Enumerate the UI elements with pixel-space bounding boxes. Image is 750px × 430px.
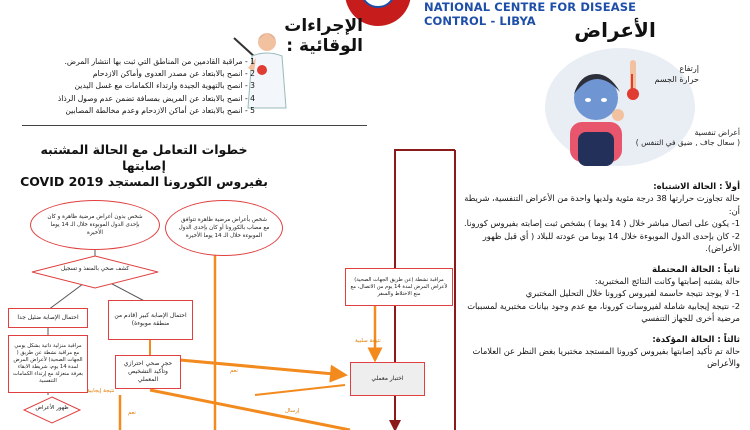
- confirmed-case-heading: ثالثاً : الحالة المؤكدة:: [652, 334, 740, 345]
- suspected-case-item-1: 1- يكون على اتصال مباشر خلال ( 14 يوما ) بشخص ثبت إصابته بفيروس كورونا.: [464, 218, 740, 228]
- symptoms-title: الأعراض: [574, 18, 656, 42]
- suspected-case-item-2: 2- كان بإحدى الدول الموبوءة خلال 14 يوما من عودته للبلاد ( أي قبل ظهور الأعراض).: [482, 230, 740, 253]
- prevention-item-1: 1 - مراقبة القادمين من المناطق التي ثبت بها انتشار المرض.: [64, 57, 255, 66]
- flow-box-low-risk: احتمال الإصابة ضئيل جدا: [8, 308, 88, 328]
- prevention-item-5: 5 - انصح بالابتعاد عن أماكن الازدحام وعدم مخالطة المصابين: [65, 105, 255, 115]
- flowchart-title: خطوات التعامل مع الحالة المشتبه إصابتها بفيروس الكورونا المستجد COVID 2019: [20, 142, 268, 189]
- flow-box-home-monitoring: مراقبة منزلية ذاتية بشكل يومي مع مراقبة نشطة عن طريق ( الجهات الصحية) لأعراض المرض لمدة 14 يوم، شريطة الابقاء بغرفة منعزلة مع إرتداء الكمامات التنفسية: [8, 335, 88, 393]
- case-definitions: [455, 182, 740, 370]
- suspected-case-heading: أولاً : الحالة الاشتباه:: [653, 182, 740, 192]
- flow-label-yes: نعم: [128, 410, 136, 416]
- prevention-item-4: 4 - انصح بالابتعاد عن المريض بمسافة تضمن عدم وصول الرذاذ: [57, 93, 255, 103]
- probable-case-heading: ثانياً : الحالة المحتملة: [651, 264, 740, 275]
- flow-box-quarantine: حجر صحي احترازي وتأكيد التشخيص المعملي: [115, 355, 181, 389]
- suspected-case-text: حالة تجاوزت حرارتها 38 درجة مئوية ولديها واحدة من الأعراض التنفسية، شريطة أن:: [464, 193, 740, 216]
- flow-ellipse-no-symptoms: شخص بدون أعراض مرضية ظاهرة و كان بإحدى الدول الموبوءة خلال الـ 14 يوما الأخيرة: [30, 200, 160, 250]
- section-divider: [22, 125, 367, 126]
- prevention-item-2: 2 - انصح بالابتعاد عن مصدر العدوى وأماكن الازدحام: [92, 69, 255, 79]
- flow-label-send: إرسال: [285, 408, 300, 414]
- fever-label: إرتفاع حرارة الجسم: [654, 64, 699, 84]
- flow-ellipse-with-symptoms: شخص بأعراض مرضية ظاهرة تتوافق مع مصاب بالكورونا أو كان بإحدى الدول الموبوءة خلال الـ 14 يوما الأخيرة: [165, 200, 283, 256]
- flow-label-positive: نتيجة إيجابية: [87, 388, 115, 394]
- probable-case-text: حالة يشتبه إصابتها وكانت النتائج المختبرية:: [594, 275, 740, 286]
- flow-box-active-monitoring: مراقبة نشطة (عن طريق الجهات الصحية) لأعراض المرض لمدة 14 يوم من الاتصال، مع منع الاختلاط والسفر: [345, 268, 453, 306]
- organization-name: NATIONAL CENTRE FOR DISEASE CONTROL - LIBYA: [424, 0, 637, 28]
- probable-case-item-2: 2- نتيجة إيجابية شاملة لفيروسات كورونا، مع عدم وجود بيانات مختبرية لمسببات مرضية أخرى للجهاز التنفسي: [467, 300, 740, 323]
- flow-box-high-risk: احتمال الإصابة كبير (قادم من منطقة موبوءة): [108, 300, 193, 340]
- flow-label-no: نعم: [230, 368, 238, 374]
- respiratory-label: أعراض تنفسية ( سعال جاف , ضيق في التنفس ): [635, 128, 740, 147]
- badge-icon: [257, 65, 267, 75]
- flow-diamond-label: كشف صحي بالمنفذ و تسجيل: [60, 266, 129, 272]
- flow-label-negative: نتيجة سلبية: [355, 338, 381, 344]
- pointer-stick-icon: [234, 38, 256, 58]
- prevention-item-3: 3 - انصح بالتهوية الجيدة وارتداء الكمامات مع غسل اليدين: [74, 81, 255, 91]
- probable-case-item-1: 1- لا يوجد نتيجة حاسمة لفيروس كورونا خلال التحليل المختبري: [525, 288, 740, 298]
- flow-symptoms-label: ظهور الأعراض: [35, 405, 69, 411]
- flow-box-lab-test: اختبار معملي: [350, 362, 425, 396]
- confirmed-case-text: حالة تم تأكيد إصابتها بفيروس كورونا المستجد مختبريا بغض النظر عن العلامات والأعراض: [472, 345, 740, 368]
- prevention-title: الإجراءات الوقائية :: [284, 16, 363, 56]
- prevention-list: [30, 56, 255, 117]
- flow-diamond: [30, 254, 160, 290]
